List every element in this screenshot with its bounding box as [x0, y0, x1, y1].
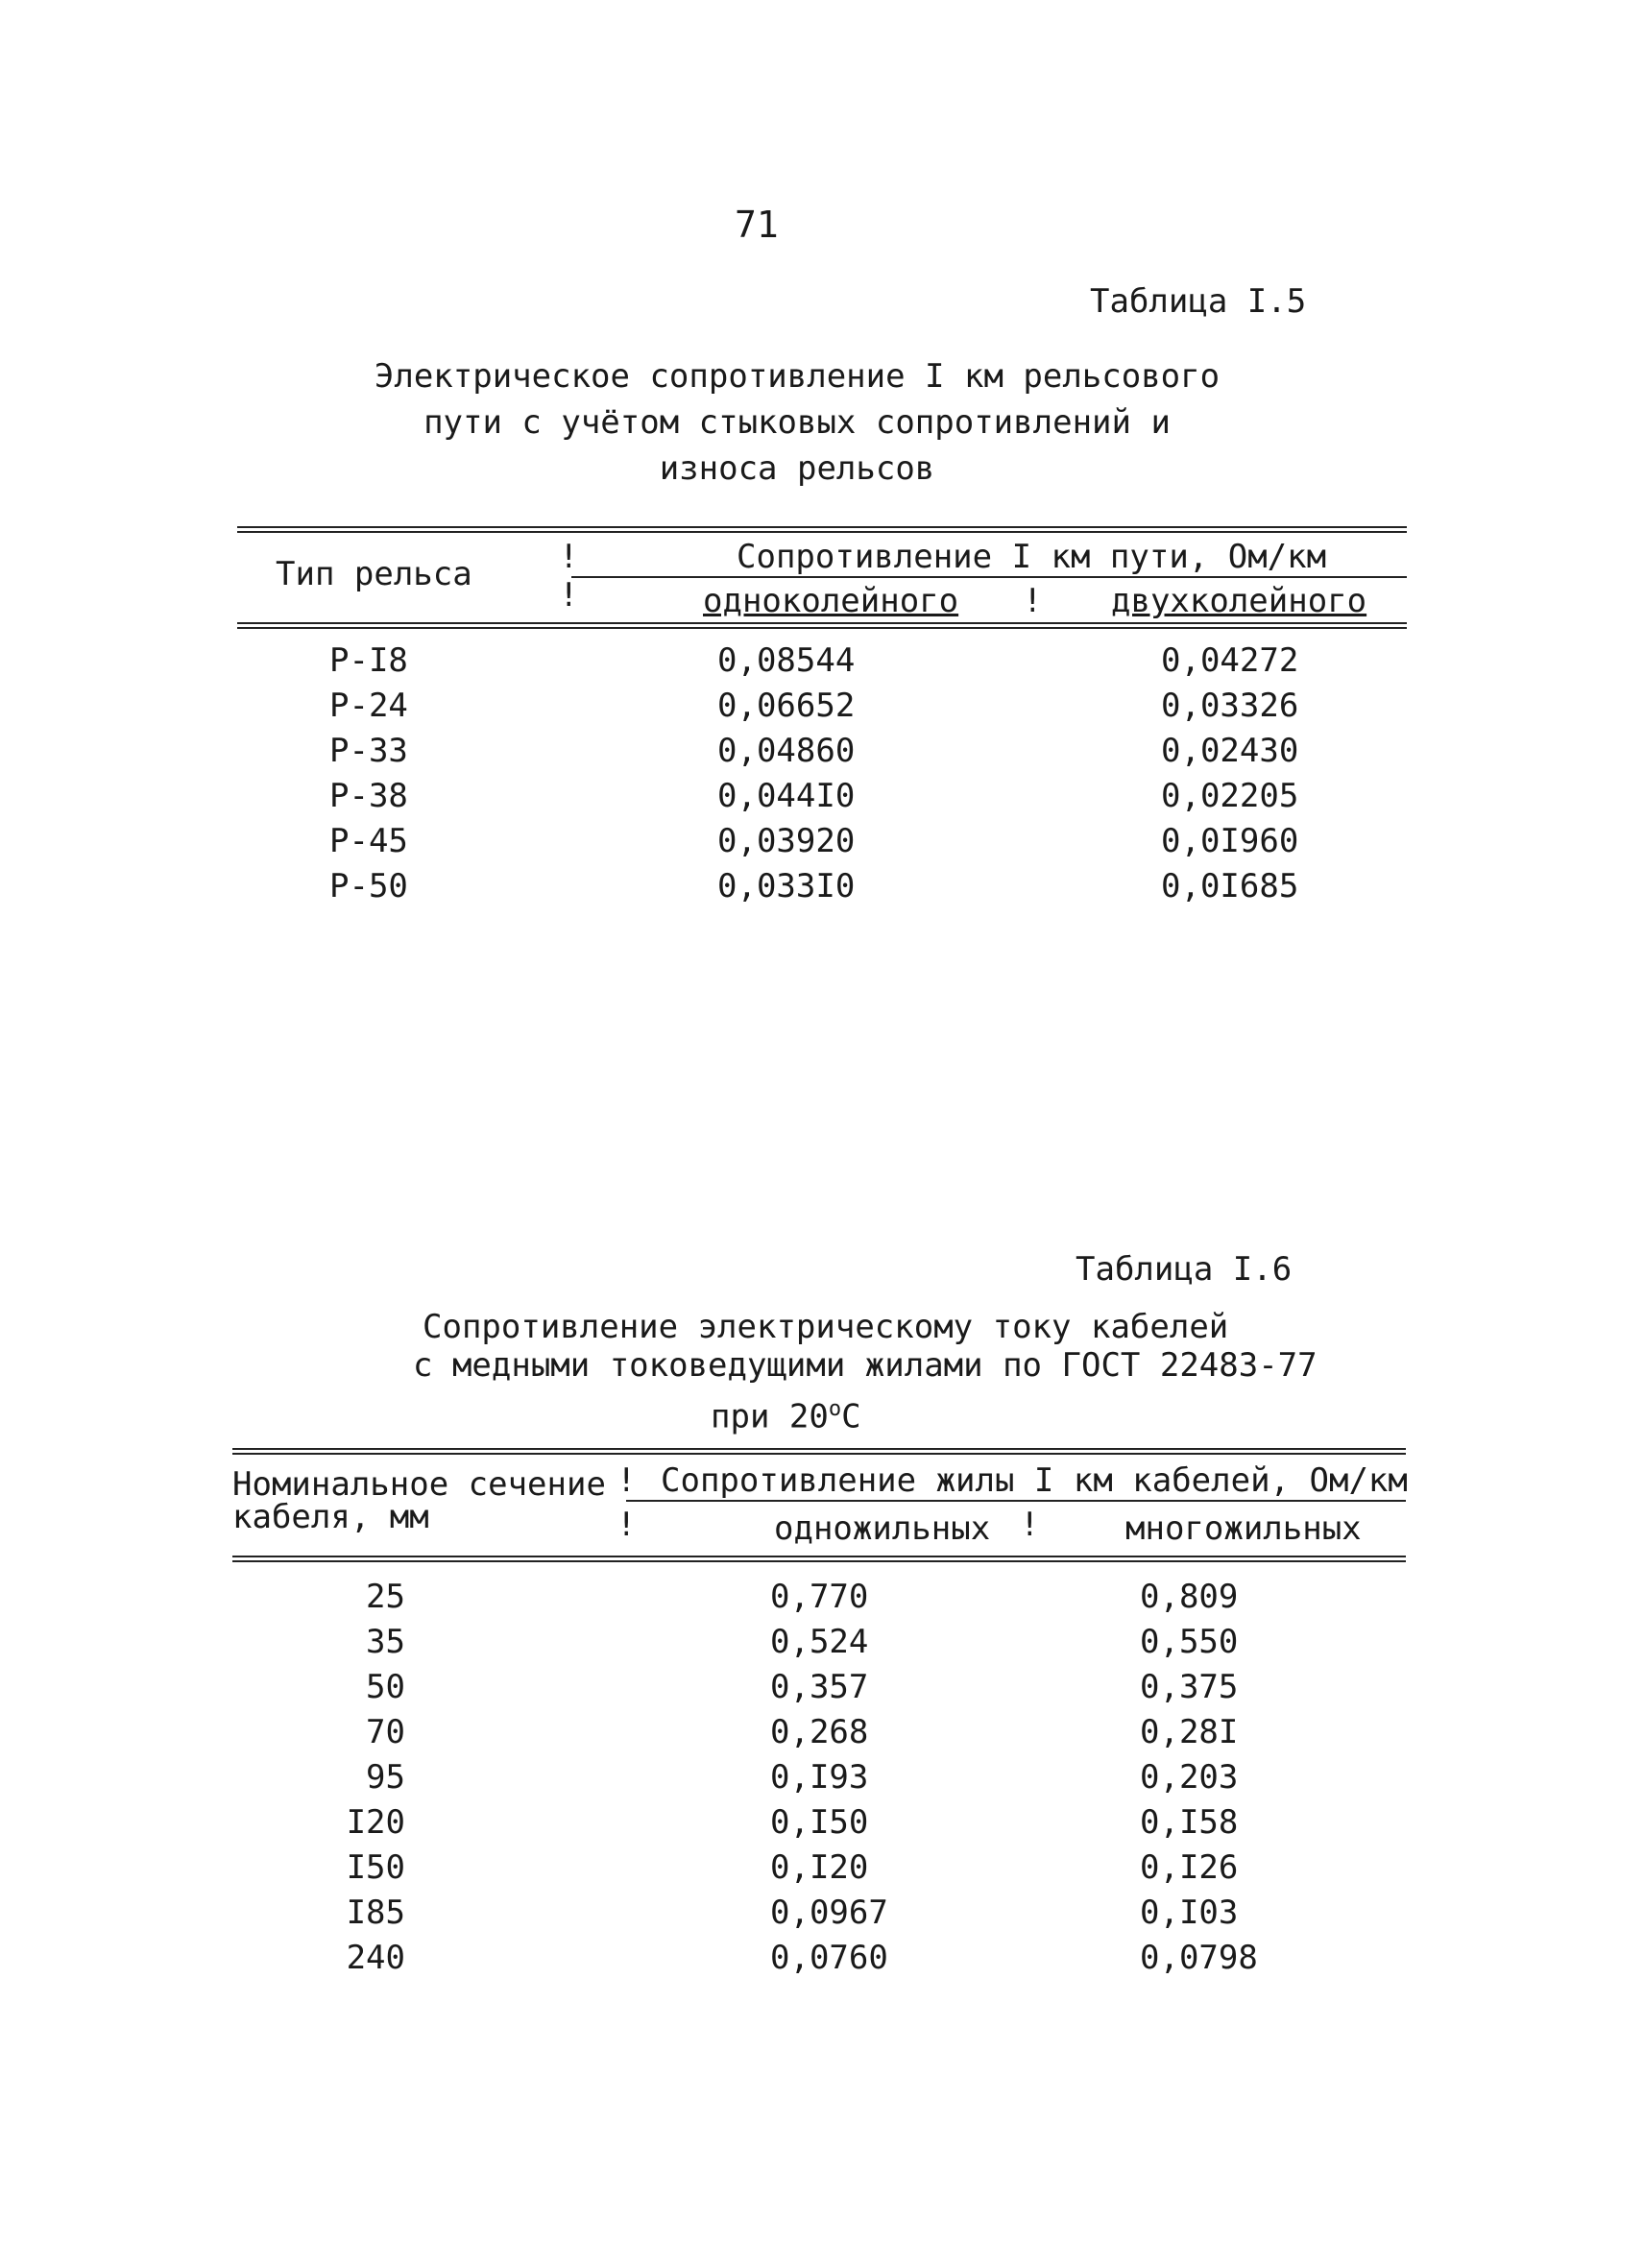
table2-multi-core-value: 0,I03 — [1140, 1894, 1239, 1932]
table2-col1-header-line2: кабеля, мм — [232, 1498, 429, 1536]
table1-title-line: износа рельсов — [659, 449, 935, 488]
table2-title-degree: о — [828, 1397, 842, 1421]
table2-title-line: с медными токоведущими жилами по ГОСТ 22483-77 — [413, 1346, 1318, 1385]
table1-double-track-value: 0,0I685 — [1161, 867, 1299, 905]
table1-single-track-value: 0,033I0 — [717, 867, 856, 905]
table2-single-core-value: 0,524 — [770, 1623, 869, 1661]
table2-title — [413, 1308, 1318, 1436]
table1-group-rule — [571, 576, 1407, 578]
table2-single-core-value: 0,357 — [770, 1668, 869, 1706]
table1-caption: Таблица I.5 — [1090, 282, 1307, 321]
table2-multi-core-value: 0,203 — [1140, 1758, 1239, 1797]
table2-cross-section: 95 — [366, 1758, 405, 1797]
table1-header-rule-2 — [237, 627, 1407, 629]
table1-single-track-value: 0,03920 — [717, 822, 856, 860]
table2-multi-core-value: 0,375 — [1140, 1668, 1239, 1706]
table1-single-track-value: 0,044I0 — [717, 777, 856, 815]
table1-separator: ! — [559, 538, 579, 576]
table2-cross-section: 50 — [366, 1668, 405, 1706]
table1-double-track-value: 0,02430 — [1161, 732, 1299, 770]
table2-separator: ! — [616, 1461, 637, 1500]
table1 — [237, 526, 1407, 910]
table1-single-track-value: 0,08544 — [717, 641, 856, 680]
table1-rail-type: Р-I8 — [329, 641, 408, 680]
table2-top-rule-2 — [232, 1453, 1406, 1455]
table2-single-core-value: 0,0760 — [770, 1939, 888, 1977]
table2-group-header: Сопротивление жилы I км кабелей, Ом/км — [661, 1461, 1408, 1500]
table1-single-track-value: 0,04860 — [717, 732, 856, 770]
table2-separator: ! — [616, 1506, 637, 1544]
table2-cross-section: 240 — [346, 1939, 405, 1977]
table1-double-track-value: 0,04272 — [1161, 641, 1299, 680]
table1-rail-type: Р-33 — [329, 732, 408, 770]
table2-title-suffix: С — [841, 1397, 861, 1436]
table2-multi-core-value: 0,28I — [1140, 1713, 1239, 1751]
table2-cross-section: 25 — [366, 1578, 405, 1616]
table2-single-core-value: 0,770 — [770, 1578, 869, 1616]
table2-title-line: Сопротивление электрическому току кабелей — [423, 1308, 1229, 1346]
table1-double-track-value: 0,03326 — [1161, 687, 1299, 725]
table1-separator: ! — [1023, 582, 1043, 620]
table1-subheader-double: двухколейного — [1111, 582, 1367, 620]
table2-subheader-single: одножильных — [774, 1509, 991, 1548]
table1-top-rule-2 — [237, 531, 1407, 533]
table1-rail-type: Р-38 — [329, 777, 408, 815]
page-number: 71 — [735, 204, 779, 246]
table1-double-track-value: 0,02205 — [1161, 777, 1299, 815]
table1-header-rule — [237, 622, 1407, 624]
table2-multi-core-value: 0,I58 — [1140, 1803, 1239, 1842]
table2-top-rule — [232, 1448, 1406, 1450]
table2-single-core-value: 0,I50 — [770, 1803, 869, 1842]
table2-multi-core-value: 0,0798 — [1140, 1939, 1258, 1977]
table2-group-rule — [626, 1500, 1406, 1502]
table1-title-line: Электрическое сопротивление I км рельсового — [374, 357, 1221, 396]
table1-separator: ! — [559, 576, 579, 615]
table2-multi-core-value: 0,550 — [1140, 1623, 1239, 1661]
table1-group-header: Сопротивление I км пути, Ом/км — [737, 538, 1327, 576]
table2-cross-section: I50 — [346, 1848, 405, 1887]
table1-rail-type: Р-24 — [329, 687, 408, 725]
table2-single-core-value: 0,268 — [770, 1713, 869, 1751]
table1-double-track-value: 0,0I960 — [1161, 822, 1299, 860]
table2-cross-section: 35 — [366, 1623, 405, 1661]
table2-header-rule-2 — [232, 1560, 1406, 1562]
table1-rail-type: Р-45 — [329, 822, 408, 860]
table2-col1-header-line1: Номинальное сечение — [232, 1465, 606, 1504]
table1-col1-header: Тип рельса — [276, 555, 472, 593]
table2-cross-section: I85 — [346, 1894, 405, 1932]
table1-top-rule — [237, 526, 1407, 528]
table1-subheader-single: одноколейного — [703, 582, 959, 620]
table2-header-rule — [232, 1556, 1406, 1557]
table2 — [232, 1448, 1406, 1986]
table1-title — [317, 353, 1277, 492]
table2-separator: ! — [1020, 1506, 1040, 1544]
table2-single-core-value: 0,0967 — [770, 1894, 888, 1932]
table2-title-line — [413, 1385, 1277, 1436]
table1-single-track-value: 0,06652 — [717, 687, 856, 725]
table2-multi-core-value: 0,I26 — [1140, 1848, 1239, 1887]
table2-caption: Таблица I.6 — [1076, 1250, 1293, 1289]
table1-title-line: пути с учётом стыковых сопротивлений и — [423, 403, 1171, 442]
table2-cross-section: I20 — [346, 1803, 405, 1842]
table2-title-prefix: при 20 — [711, 1397, 829, 1436]
table2-multi-core-value: 0,809 — [1140, 1578, 1239, 1616]
table2-single-core-value: 0,I93 — [770, 1758, 869, 1797]
table2-subheader-multi: многожильных — [1125, 1509, 1362, 1548]
table2-single-core-value: 0,I20 — [770, 1848, 869, 1887]
table2-cross-section: 70 — [366, 1713, 405, 1751]
table1-rail-type: Р-50 — [329, 867, 408, 905]
